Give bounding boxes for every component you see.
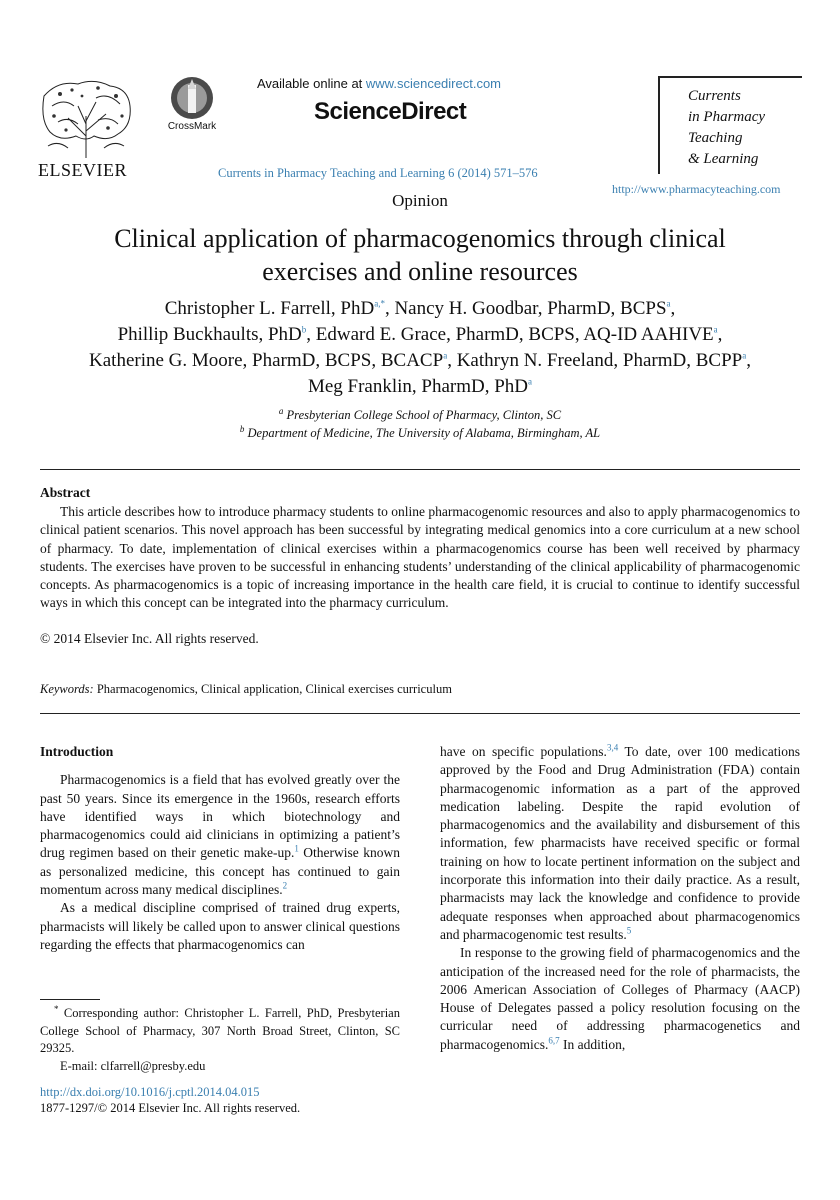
footnote-mark: * (54, 1003, 59, 1014)
author-name[interactable]: Katherine G. Moore, PharmD, BCPS, BCACP (89, 350, 444, 371)
paragraph-text: To date, over 100 medications approved by the Food and Drug Administration (FDA) contain pharmacogenomic information as a part of the approved medication labeling. Despite the rapid evolution of pharmacogenomics and the availability and disbursement of this information, few pharmacists have received specific or formal training on how to locate pertinent information on the subject and incorporate this information into their daily practice. As a result, pharmacists may lack the knowledge and confidence to provide adequate responses when approached about pharmacogenomics and pharmacogenomic test results. (440, 744, 800, 942)
divider (40, 713, 800, 714)
crossmark-label: CrossMark (167, 121, 217, 132)
paragraph (440, 743, 800, 944)
journal-title-line: Teaching (688, 130, 743, 146)
author-affiliation-mark[interactable]: a,* (374, 298, 385, 309)
citation-ref[interactable]: 5 (626, 925, 632, 936)
journal-citation[interactable]: Currents in Pharmacy Teaching and Learning 6 (2014) 571–576 (218, 166, 538, 180)
footnote-email[interactable]: E-mail: clfarrell@presby.edu (60, 1058, 206, 1073)
affiliation-text: Department of Medicine, The University of Alabama, Birmingham, AL (247, 426, 601, 440)
author-separator: , (447, 350, 457, 371)
author-name[interactable]: Edward E. Grace, PharmD, BCPS, AQ-ID AAHIVE (315, 324, 714, 345)
author-affiliation-mark[interactable]: a (443, 350, 448, 361)
corresponding-author-footnote (40, 1005, 400, 1075)
author-line (30, 348, 810, 374)
doi-link[interactable]: http://dx.doi.org/10.1016/j.cptl.2014.04.015 (40, 1085, 260, 1099)
abstract-copyright: © 2014 Elsevier Inc. All rights reserved. (40, 631, 259, 646)
citation-ref[interactable]: 1 (294, 843, 299, 854)
keywords-label: Keywords: (40, 682, 94, 696)
available-prefix: Available online at (257, 76, 366, 91)
author-separator: , (746, 350, 751, 371)
article-title-line: Clinical application of pharmacogenomics through clinical (114, 224, 726, 253)
affiliation-mark: b (239, 423, 245, 434)
author-name[interactable]: Phillip Buckhaults, PhD (117, 324, 302, 345)
affiliation (40, 424, 800, 442)
body-column-right (440, 743, 800, 1054)
author-affiliation-mark[interactable]: a (666, 298, 671, 309)
paragraph-text: In response to the growing field of pharmacogenomics and the anticipation of the increased need for the role of pharmacists, the 2006 American Association of Colleges of Pharmacy (AACP) House of Delegates passed a policy resolution focusing on the curricular need of addressing pharmacogenetics and pharmacogenomics. (440, 945, 800, 1052)
crossmark-badge[interactable] (163, 75, 221, 145)
author-line (30, 296, 810, 322)
journal-title-line: & Learning (688, 151, 759, 167)
available-online (257, 76, 501, 91)
author-separator: , (306, 324, 316, 345)
article-type: Opinion (392, 191, 448, 210)
author-separator: , (670, 298, 676, 319)
journal-title-box (658, 76, 802, 174)
author-affiliation-mark[interactable]: a (528, 376, 533, 387)
footnote-divider (40, 999, 100, 1000)
paragraph-text: Otherwise known as personalized medicine, this concept has continued to gain momentum across many medical disciplines. (40, 845, 400, 898)
citation-ref[interactable]: 3,4 (606, 742, 619, 753)
journal-title (688, 86, 765, 170)
sciencedirect-logo: ScienceDirect (314, 98, 467, 125)
journal-title-line: Currents (688, 88, 741, 104)
journal-title-line: in Pharmacy (688, 109, 766, 125)
author-name[interactable]: Nancy H. Goodbar, PharmD, BCPS (394, 298, 667, 319)
keywords (40, 682, 452, 697)
abstract-heading: Abstract (40, 485, 91, 500)
author-affiliation-mark[interactable]: b (301, 324, 307, 335)
crossmark-icon (163, 75, 221, 121)
affiliation-text: Presbyterian College School of Pharmacy, Clinton, SC (286, 408, 562, 422)
divider (40, 469, 800, 470)
author-separator: , (717, 324, 723, 345)
author-separator: , (384, 298, 395, 319)
author-name[interactable]: Kathryn N. Freeland, PharmD, BCPP (456, 350, 743, 371)
author-affiliation-mark[interactable]: a (742, 350, 747, 361)
footnote-body: Corresponding author: Christopher L. Farrell, PhD, Presbyterian College School of Pharmacy, 307 North Broad Street, Clinton, SC 29325. (40, 1006, 400, 1055)
footnote-text (40, 1005, 400, 1058)
keywords-text: Pharmacogenomics, Clinical application, Clinical exercises curriculum (93, 682, 452, 696)
paragraph-text: have on specific populations. (440, 744, 607, 759)
citation-ref[interactable]: 6,7 (548, 1035, 560, 1046)
author-name[interactable]: Meg Franklin, PharmD, PhD (307, 376, 529, 397)
section-heading: Introduction (40, 744, 114, 759)
author-name[interactable]: Christopher L. Farrell, PhD (164, 298, 375, 319)
publisher-name: ELSEVIER (38, 160, 127, 180)
author-line (30, 322, 810, 348)
affiliation-list (40, 406, 800, 442)
sciencedirect-link[interactable]: www.sciencedirect.com (365, 76, 502, 91)
author-list (30, 296, 810, 400)
paragraph: As a medical discipline comprised of trained drug experts, pharmacists will likely be called upon to answer clinical questions regarding the effects that pharmacogenomics can (40, 900, 400, 952)
affiliation (40, 406, 800, 424)
author-affiliation-mark[interactable]: a (713, 324, 718, 335)
author-line (30, 374, 810, 400)
paragraph (440, 944, 800, 1054)
affiliation-mark: a (278, 405, 284, 416)
article-title-line: exercises and online resources (262, 257, 578, 286)
issn-copyright: 1877-1297/© 2014 Elsevier Inc. All rights reserved. (40, 1101, 301, 1115)
article-title (40, 222, 800, 288)
paragraph-text: In addition, (559, 1036, 626, 1052)
abstract-body: This article describes how to introduce pharmacy students to online pharmacogenomic resources and also to apply pharmacogenomics to clinical patient scenarios. This novel approach has been successful by integrating medical genomics into a core curriculum at a new school of pharmacy. To date, implementation of clinical exercises within a pharmacogenomics course has been well received by pharmacy students. The exercises have proven to be successful in enhancing students’ understanding of the clinical applicability of pharmacogenomic concepts. As pharmacogenomics is a topic of increasing importance in the health care field, it is crucial to continue to identify successful ways in which this concept can be integrated into the pharmacy curriculum. (40, 504, 800, 611)
paragraph (40, 771, 400, 899)
paragraph-text: Pharmacogenomics is a field that has evolved greatly over the past 50 years. Since its emergence in the 1960s, research efforts have identified ways in which biotechnology and pharmacogenomics could aid clinicians in optimizing a patient’s drug regimen based on their genetic make-up. (40, 772, 400, 861)
journal-url-link[interactable]: http://www.pharmacyteaching.com (612, 182, 781, 196)
body-column-left (40, 743, 400, 954)
citation-ref[interactable]: 2 (282, 880, 288, 891)
